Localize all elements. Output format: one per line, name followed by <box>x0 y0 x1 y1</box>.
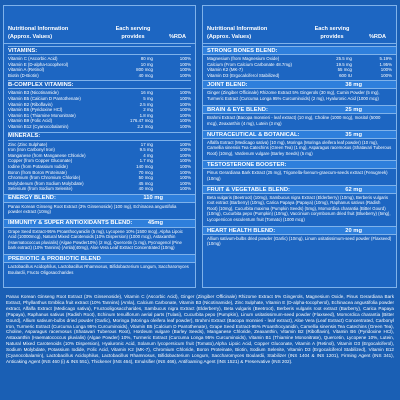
nutrient-amount: 50 mcg <box>138 175 153 181</box>
testosterone-text: Pinus Gerardiana Bark Extract (25 mg), Trigonella-foenum-graecum-seeds extract (Fenugreek) (10mg) <box>207 170 388 181</box>
nutrient-row <box>8 124 191 130</box>
bones-rows <box>207 55 392 78</box>
each-serving-heading: Each serving provides <box>115 26 151 40</box>
nutrient-rda: 100% <box>179 147 191 153</box>
nutritional-info-heading: Nutritional Information (Approx. Values) <box>8 26 69 40</box>
nutrient-amount: 1.8 mg <box>139 112 153 118</box>
brain-section <box>203 105 396 128</box>
immunity-section <box>4 219 195 253</box>
minerals-rows <box>8 141 191 192</box>
section-amount: 20 mg <box>345 227 362 234</box>
nutrient-name: Vitamin A (Retinol) <box>8 67 45 73</box>
left-nutrition-panel <box>3 5 196 288</box>
nutrient-rda: 100% <box>179 141 191 147</box>
section-title <box>4 194 195 203</box>
section-title <box>8 46 191 55</box>
nutrient-rda: 100% <box>179 112 191 118</box>
nutrient-amount: 80 mg <box>140 56 153 61</box>
nutrient-amount: 140 mcg <box>136 163 153 169</box>
right-nutrition-panel <box>202 5 397 288</box>
nutrient-rda: 100% <box>179 158 191 164</box>
nutrient-amount: 5 mg <box>143 95 153 101</box>
nutrient-rda: 100% <box>179 180 191 186</box>
nutrient-amount: 55 mcg <box>337 67 352 73</box>
nutrient-name: Vitamin B2 (Riboflavin) <box>8 101 53 107</box>
nutrient-rda: 100% <box>179 169 191 175</box>
immunity-text: Grape Seed Extract-95% Proanthocyanidin (5 mg), Lycopene 10% (1500 mcg), Alpha Lipoic Acid (10000mcg), Natural Mixed Carotenoids (10% Dispersion) (1000 mcg), Astaxanthin (Haematococcus pluvialis) (Algae Powder10%) (2 mg), Quercetin (1 mg), Pycnogenol (Pine bark extract) (10% Tannins) (Amla)(40mg), Aloe Vera Leaf Extract Concentrated (10mg) <box>8 228 183 250</box>
section-title <box>4 219 195 228</box>
section-title-text: PREBIOTIC & PROBIOTIC BLEND <box>8 255 101 262</box>
section-title-text: IMMUNITY & SUPER ANTIOXIDANTS BLEND: <box>8 220 133 227</box>
nutrient-rda: 100% <box>179 72 191 78</box>
nutrient-name: Molybdenum (from Sodium Molybdate) <box>8 180 84 186</box>
section-amount: 38 mg <box>345 81 362 88</box>
ingredients-paragraph <box>3 292 397 397</box>
joint-section <box>203 80 396 103</box>
vitamins-rows <box>8 55 191 78</box>
section-title <box>203 130 396 139</box>
section-amount: 45mg <box>147 220 163 227</box>
nutrient-name: Vitamin B12 (Cyanocobalamin) <box>8 123 69 129</box>
nutrient-amount: 800 mcg <box>136 67 153 73</box>
nutrient-row <box>8 186 191 192</box>
nutrient-amount: 4 mg <box>143 152 153 158</box>
nutrient-name: Manganese (from Manganese Chloride) <box>8 152 86 158</box>
nutrient-amount: 2.5 mg <box>139 101 153 107</box>
section-title <box>8 132 191 141</box>
section-title-text: VITAMINS: <box>8 47 38 54</box>
nutrient-name: Vitamin K2 (MK-7) <box>207 67 243 73</box>
nutrient-rda: 100% <box>179 175 191 181</box>
nutrient-name: Vitamin D3 (Ergocalciferol Stabilized) <box>207 72 280 78</box>
nutrient-name: Boron (from Boron Proteinate) <box>8 169 67 175</box>
nutrient-name: Vitamin B1 (Thiamine Mononitrate) <box>8 112 76 118</box>
joint-text: Ginger (Zingiber Officinale) Rhizome Extract 5% Gingerols (30 mg), Cumin Powder (5 mg), Turmeric Extract (Curcuma Longa 95% Curcuminoids) (2 mg), Hyaluronic Acid (1000 mcg) <box>207 90 380 101</box>
section-title-text: JOINT BLEND: <box>207 81 248 88</box>
nutrient-name: Vitamin C (Ascorbic Acid) <box>8 56 58 61</box>
section-title <box>203 226 396 235</box>
nutrient-rda: 100% <box>179 56 191 61</box>
nutrient-rda: 100% <box>179 101 191 107</box>
nutrient-amount: 10 mg <box>140 61 153 67</box>
nutrient-name: Zinc (Zinc Sulphate) <box>8 141 48 147</box>
nutrient-name: Vitamin B5 (Calcium D Pantothenate) <box>8 95 81 101</box>
nutrient-amount: 19.5 mg <box>336 61 352 67</box>
right-panel-header <box>203 6 396 44</box>
nutrient-amount: 40 mcg <box>138 186 153 192</box>
nutrient-name: Iodine (from Potassium Iodide) <box>8 163 68 169</box>
nutrient-amount: 16 mg <box>140 90 153 96</box>
section-title-text: NUTRACEUTICAL & BOTANICAL: <box>207 131 300 138</box>
energy-section <box>4 194 195 217</box>
nutrient-rda: 100% <box>380 67 392 73</box>
section-title <box>203 46 396 55</box>
bones-section <box>203 46 396 78</box>
fruit-vegetable-section <box>203 185 396 224</box>
heart-text: Allium sativum-bulbs dried powder (Garlic) (10mg), Linum usitatissimum-seed powder (Flaxseed) (10mg) <box>207 236 392 247</box>
ingredients-text: Panax Korean Ginseng Root Extract (3% Ginsenoside), Vitamin C (Ascorbic Acid), Ginger (Zingiber Officinale) Rhizome Extract 5% Gingerols, Magnesium Oxide, Pinus Gerardiana Bark Extract, Phyllanthus Emblica fruit extract (10% Tannins) (Amla), Calcium Carbonate, Vitamin B3 (Nicotinamide), Zinc Sulphate, Vitamin E (D-alpha-tocopherol), Echinacea angustifolia powder extract, Alfalfa Extract (Medicago sativa), Fructooligosaccharides, Sambucus nigra Extract (Elderberry), Beta vulgaris (Beetroot), Berberis vulgaris root extract (Barberry), Carica Papaya (Papaya), Raphanus sativus (Radish Root), Echinum tenuiflorum aerial parts (Tulasi), Cucurbita pepo (Pumpkin), Linum usitatissimum-seed powder (Flaxseed), Momordica charantia (Bitter Gourd), Allium sativum-bulbs dried powder (Garlic), Moringa (Moringa oleifera leaf powder), Brahmi Extract (Bacopa monnieri - leaf extract), Aloe Vera (Leaf Extract) Concentrated, Carbonyl Iron, Turmeric Extract (Curcuma Longa 95% Curcuminoids), Vitamin B5 (Calcium D Pantothenate), Grape Seed Extract-95% Proanthocyanidin, Camellia sinensis Tea Catechins (Green Tea), Choline, Asparagus racemosus (Shatavari Tuberous Root), Hordeum vulgare (Barley Seeds), Manganese Chloride, Zeaxanthin, Vitamin B2 (Riboflavin), Vitamin B6 (Pyridoxine HCl), Astaxanthin (Haematococcus pluvialis) (Algae Powder) 10%, Turmeric Extract (Curcuma Longa 95% Curcuminoids), Vitamin B1 (Thiamine Mononitrate), Quercetin, Lycopene 10%, Lutein, Natural Mixed Carotenoids (10% Dispersion), Hyaluronic Acid, Solanum lycopersicum fruit (Tomato),Alpha Lipoic Acid, Copper Gluconate, Vitamin A (Retinol), Vitamin D3 (Ergocalciferol), Sodium Molybdate, Potassium Iodide, Folic Acid, Vitamin K2 (MK-7), Chromium Chloride, Boron Proteinate, Biotin, Sodium Selenite, Vitamin D3 (Ergocalciferol Stabilized), Vitamin B12 (Cyanocobalamin), Lactobacillus Acidophilus, Lactobacillus Rhamnosus, Bifidobacterium Longum, Saccharomyces Boulardii, Stabilizer (INS 1404 & INS 1201), Firming Agent (INS 341), Anticaking Agent (INS 460 (i) & INS 551), Thickener (INS 464), Emulsifier (INS 466), Antifoaming Agent (INS 1521) & Preservative (INS 202). <box>6 294 394 364</box>
section-title-text: HEART HEALTH BLEND: <box>207 227 276 234</box>
nutraceutical-text: Alfalfa Extract (Medicago sativa) (10 mg), Moringa (Moringa oleifera leaf powder) (10 mg), Camellia sinensis Tea Catechins (Green Tea) (1 mg), Asparagus racemosus (Shatavari Tuberous Root) (10mg), Vardenum vulgare (Barley Seeds) (5 mg) <box>207 140 392 156</box>
vitamins-section <box>4 46 195 78</box>
section-amount: 62 mg <box>345 186 362 193</box>
nutrient-rda: 100% <box>179 67 191 73</box>
prebiotic-section <box>4 254 195 277</box>
nutrient-amount: 2 mg <box>143 107 153 113</box>
nutrient-rda: 100% <box>380 72 392 78</box>
prebiotic-text: Lactobacillus Acidophilus, Lactobacillus Rhamnosus, Bifidobacterium Longum, Saccharomyces Boulardii, Fructo Oligosaccharides <box>8 264 189 275</box>
nutrient-name: Calcium (From Calcium Carbonate 48.7mg) <box>207 61 292 67</box>
testosterone-section <box>203 160 396 183</box>
each-serving-heading: Each serving provides <box>314 26 350 40</box>
nutrient-rda: 100% <box>179 186 191 192</box>
nutrient-rda: 100% <box>179 95 191 101</box>
nutrient-row <box>207 73 392 79</box>
nutrient-row <box>8 73 191 79</box>
nutrient-amount: 70 mcg <box>138 169 153 175</box>
nutrient-rda: 100% <box>179 61 191 67</box>
section-title-text: STRONG BONES BLEND: <box>207 47 278 54</box>
nutrient-name: Vitamin B3 (Nicotinamide) <box>8 90 59 96</box>
section-title-text: MINERALS: <box>8 133 41 140</box>
nutrient-rda: 100% <box>179 90 191 96</box>
bcomplex-section <box>4 80 195 129</box>
nutrient-amount: 9.5 mg <box>139 147 153 153</box>
heart-section <box>203 226 396 249</box>
section-title <box>203 185 396 194</box>
section-amount: 25 mg <box>345 106 362 113</box>
minerals-section <box>4 132 195 192</box>
rda-heading: %RDA <box>168 33 187 40</box>
nutrient-rda: 100% <box>179 123 191 129</box>
section-title-text: B-COMPLEX VITAMINS: <box>8 81 74 88</box>
nutrient-rda: 100% <box>179 163 191 169</box>
fruit-vegetable-text: Beta vulgaris (Beetroot) (10mg), Sambucus nigra Extract (Elderberry) (10mg), Berberis vulgaris root extract (Barberry) (10mg), Carica Papaya (Papaya) (10mg), Raphanus sativus (Radish Root) (10mg), Cucurbita maxima (Pumpkin Seeds) (5mg), Momordica charantia (Bitter Gourd) (10mg), Cucurbita pepo (Pumpkin) (10mg), Vaccinium corymbosum dried fruit (Blueberry) (5mg), Lycopersicon esculentum fruit (Tomato) (1000 mcg) <box>207 195 391 222</box>
nutrient-name: Vitamin B9 (Folic Acid) <box>8 118 53 124</box>
nutrient-amount: 1.7 mg <box>139 158 153 164</box>
section-title-text: BRAIN & EYE BLEND: <box>207 106 268 113</box>
nutrient-amount: 17 mg <box>140 141 153 147</box>
nutrient-name: Vitamin B6 (Pyridoxine HCl) <box>8 107 63 113</box>
section-title <box>8 80 191 89</box>
section-title-text: TESTOSTERONE BOOSTER: <box>207 161 287 168</box>
section-title <box>203 160 396 169</box>
nutrient-name: Copper (from Copper Gluconate) <box>8 158 73 164</box>
nutrient-amount: 40 mcg <box>138 72 153 78</box>
nutrient-rda: 100% <box>179 107 191 113</box>
nutrient-name: Selenium (from Sodium Selenite) <box>8 186 73 192</box>
section-amount: 35 mg <box>345 131 362 138</box>
nutrient-name: Magnesium (from Magnesium Oxide) <box>207 56 280 61</box>
nutrient-rda: 1.95% <box>379 61 392 67</box>
section-title <box>203 105 396 114</box>
nutrient-amount: 45 mcg <box>138 180 153 186</box>
energy-text: Panax Korean Ginseng Root Extract (3% Ginsenoside) (100 mg), Echinacea angustifolia powder extract (10mg) <box>8 203 177 215</box>
nutritional-info-heading: Nutritional Information (Approx. Values) <box>207 26 268 40</box>
section-title-text: FRUIT & VEGETABLE BLEND: <box>207 186 290 193</box>
bcomplex-rows <box>8 89 191 129</box>
brain-text: Brahmi Extract (Bacopa monnieri - leaf extract) (10 mg), Choline (1000 mcg), Inositol (5000 mcg), Zeaxanthin (4 mg), Lutein (3 mg) <box>207 115 381 126</box>
nutrient-name: Vitamin E (D-alpha-tocopherol) <box>8 61 69 67</box>
rda-heading: %RDA <box>368 33 387 40</box>
nutraceutical-section <box>203 130 396 158</box>
nutrient-amount: 2.2 mcg <box>137 123 153 129</box>
nutrient-rda: 100% <box>179 118 191 124</box>
section-amount: 110 mg <box>143 195 163 202</box>
section-title-text: ENERGY BLEND: <box>8 195 56 202</box>
nutrient-rda: 100% <box>179 152 191 158</box>
nutrient-name: Iron (Iron Carbonyl Iron) <box>8 147 55 153</box>
section-title <box>203 80 396 89</box>
nutrient-amount: 600 IU <box>339 72 352 78</box>
section-title <box>4 254 195 263</box>
nutrient-amount: 25.5 mg <box>336 56 352 61</box>
nutrient-rda: 5.19% <box>379 56 392 61</box>
nutrient-amount: 176.47 mcg <box>130 118 153 124</box>
nutrient-name: Biotin (D-Biotin) <box>8 72 39 78</box>
left-panel-header <box>4 6 195 44</box>
nutrient-name: Chromium (from Chromium Chloride) <box>8 175 81 181</box>
